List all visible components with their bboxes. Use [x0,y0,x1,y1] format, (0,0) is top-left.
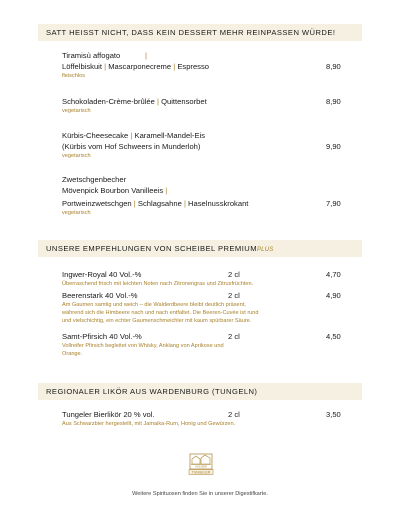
dessert-1-name: Tiramisù affogato [62,51,121,60]
dessert-1-price: 8,90 [326,62,341,71]
component: Karamell-Mandel-Eis [134,131,205,140]
dessert-2-note: vegetarisch [62,108,91,114]
component: Portweinzwetschgen [62,199,132,208]
liqueur-1-price: 3,50 [326,410,341,419]
component: Quittensorbet [161,97,207,106]
dessert-2-price: 8,90 [326,97,341,106]
component: Löffelbiskuit [62,62,102,71]
liquor-2-price: 4,90 [326,291,341,300]
separator: | [165,186,168,195]
dessert-4-line3 [62,199,248,209]
heading-suffix: PLUS [256,247,274,253]
section-heading-scheibel [38,240,362,257]
liquor-2-desc: und vielschichtig, ein echter Gaumenschmeichler mit kaum spürbarer Säure. [62,318,252,324]
liquor-1-amount: 2 cl [228,270,240,279]
separator: | [145,51,147,60]
logo-top-text: AUS DER [195,465,207,469]
liquor-3-amount: 2 cl [228,332,240,341]
component: Schlagsahne [137,199,182,208]
dessert-3-name [62,131,205,141]
liquor-3-name: Samt-Pfirsich 40 Vol.-% [62,332,142,341]
dessert-3-note: vegetarisch [62,153,91,159]
logo-label: TUNGELER [191,470,211,475]
liqueur-1-name: Tungeler Bierlikör 20 % vol. [62,410,155,419]
dessert-1-note: fleischlos [62,73,86,79]
dessert-3-price: 9,90 [326,142,341,151]
separator: | [183,199,186,208]
footer-note: Weitere Spirituosen finden Sie in unserer Digestifkarte. [132,491,268,497]
liqueur-1-desc: Aus Schwarzbier hergestellt, mit Jamaika-Rum, Honig und Gewürzen. [62,421,236,427]
liquor-2-amount: 2 cl [228,291,240,300]
dessert-4-line2 [62,186,167,196]
dessert-3-origin: (Kürbis vom Hof Schweers in Munderloh) [62,142,201,151]
liquor-1-name: Ingwer-Royal 40 Vol.-% [62,270,142,279]
liquor-1-desc: Überraschend frisch mit leichten Noten nach Zitronengras und Zitrusfrüchten. [62,281,254,287]
separator: | [133,199,136,208]
liquor-2-desc: während sich die Himbeere nach und nach entfaltet. Die Beeren-Cuvée ist rund [62,310,259,316]
separator: | [130,131,133,140]
component: Schokoladen-Crème-brûlée [62,97,155,106]
dessert-4-note: vegetarisch [62,210,91,216]
heading-text: UNSERE EMPFEHLUNGEN VON SCHEIBEL PREMIUM [46,244,257,253]
component: Espresso [177,62,209,71]
component: Haselnusskrokant [188,199,249,208]
component: Kürbis-Cheesecake [62,131,129,140]
separator: | [157,97,159,106]
section-heading-regional: REGIONALER LIKÖR AUS WARDENBURG (TUNGELN) [38,383,362,400]
separator: | [104,62,107,71]
separator: | [173,62,176,71]
dessert-4-price: 7,90 [326,199,341,208]
dessert-4-name: Zwetschgenbecher [62,175,127,184]
liquor-3-desc: Orange. [62,351,83,357]
liqueur-1-amount: 2 cl [228,410,240,419]
liquor-1-price: 4,70 [326,270,341,279]
component: Mövenpick Bourbon Vanilleeis [62,186,164,195]
component: Mascarponecreme [108,62,172,71]
dessert-2-name [62,97,207,107]
distillery-logo-icon [187,450,215,476]
liquor-2-name: Beerenstark 40 Vol.-% [62,291,138,300]
section-heading-desserts: SATT HEISST NICHT, DASS KEIN DESSERT MEHR REINPASSEN WÜRDE! [38,24,362,41]
dessert-1-components [62,62,209,72]
liquor-3-price: 4,50 [326,332,341,341]
liquor-3-desc: Vollreifer Pfirsich begleitet von Whisky, Anklang von Aprikose und [62,343,224,349]
liquor-2-desc: Am Gaumen samtig und weich – die Walderdbeere bleibt deutlich präsent, [62,302,246,308]
